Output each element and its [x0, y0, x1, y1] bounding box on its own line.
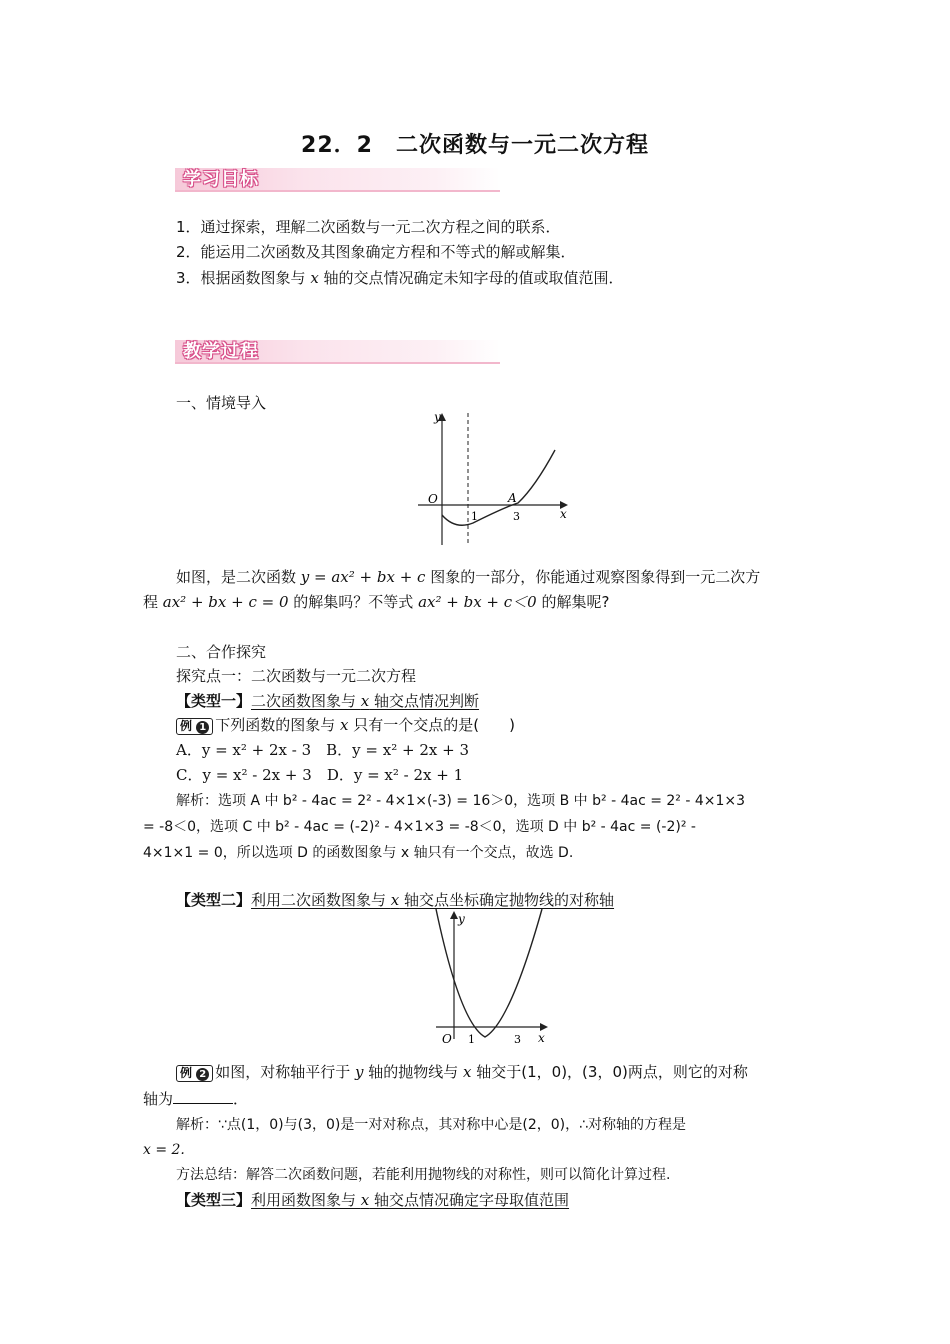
origin-label: O: [428, 492, 438, 506]
parabola-graph-2: [430, 905, 560, 1045]
analysis-line: 解析：选项 A 中 b² - 4ac = 2² - 4×1×(-3) = 16＞0，选项 B 中 b² - 4ac = 2² - 4×1×3: [176, 793, 746, 809]
y-label: y: [458, 912, 465, 926]
analysis-line: 4×1×1 = 0，所以选项 D 的函数图象与 x 轴只有一个交点，故选 D.: [143, 845, 574, 861]
tick-3: 3: [513, 510, 520, 523]
y-label: y: [434, 410, 441, 424]
option-row: C．y = x² - 2x + 3 D．y = x² - 2x + 1: [176, 766, 464, 784]
x-label: x: [560, 507, 567, 521]
tick-3: 3: [514, 1033, 521, 1045]
part-heading: 二、合作探究: [176, 643, 267, 661]
section-label: 学习目标: [183, 169, 259, 190]
example-answer-line: 轴为 ．: [143, 1090, 249, 1108]
example-question: 例 2 如图，对称轴平行于 y 轴的抛物线与 x 轴交于(1，0)，(3，0)两点，则它的对称: [176, 1061, 748, 1083]
goal-item: 1．通过探索，理解二次函数与一元二次方程之间的联系．: [176, 218, 561, 236]
goal-item: 3．根据函数图象与 x 轴的交点情况确定未知字母的值或取值范围．: [176, 269, 624, 287]
example-badge: 例 2: [176, 1065, 213, 1082]
page-title: 22．2 二次函数与一元二次方程: [301, 133, 649, 158]
parabola-curve: [442, 450, 555, 525]
method-summary: 方法总结：解答二次函数问题，若能利用抛物线的对称性，则可以简化计算过程.: [176, 1167, 671, 1183]
origin-label: O: [442, 1032, 452, 1045]
analysis-line: = -8＜0，选项 C 中 b² - 4ac = (-2)² - 4×1×3 = -8＜0，选项 D 中 b² - 4ac = (-2)² -: [143, 819, 696, 835]
parabola-graph-1: [410, 405, 580, 553]
explore-point: 探究点一：二次函数与一元二次方程: [176, 667, 417, 685]
x-axis-arrow: [540, 1023, 548, 1031]
y-axis-arrow: [450, 911, 458, 919]
x-label: x: [538, 1031, 545, 1045]
section-label: 教学过程: [183, 341, 259, 362]
answer-blank: [173, 1089, 233, 1104]
type-heading: 【类型三】利用函数图象与 x 轴交点情况确定字母取值范围: [176, 1191, 570, 1209]
tick-1: 1: [471, 510, 478, 523]
paragraph-line: 如图，是二次函数 y = ax² + bx + c 图象的一部分，你能通过观察图象得到一元二次方: [176, 568, 761, 586]
type-heading: 【类型一】二次函数图象与 x 轴交点情况判断: [176, 692, 480, 710]
example-question: 例 1 下列函数的图象与 x 只有一个交点的是( ): [176, 714, 515, 736]
type-heading: 【类型二】利用二次函数图象与 x 轴交点坐标确定抛物线的对称轴: [176, 891, 615, 909]
paragraph-line: 程 ax² + bx + c = 0 的解集吗？不等式 ax² + bx + c＜0 的解集呢?: [143, 593, 610, 611]
tick-1: 1: [468, 1033, 475, 1045]
parabola-curve: [436, 909, 542, 1037]
point-a-label: A: [508, 491, 517, 505]
part-heading: 一、情境导入: [176, 394, 267, 412]
section-banner-process: [175, 340, 500, 364]
option-row: A．y = x² + 2x - 3 B．y = x² + 2x + 3: [176, 741, 469, 759]
example-badge: 例 1: [176, 718, 213, 735]
analysis-line: x = 2.: [143, 1142, 185, 1158]
section-banner-goals: [175, 168, 500, 192]
analysis-line: 解析：∵点(1，0)与(3，0)是一对对称点，其对称中心是(2，0)，∴对称轴的方程是: [176, 1117, 687, 1133]
goal-item: 2．能运用二次函数及其图象确定方程和不等式的解或解集．: [176, 243, 576, 261]
